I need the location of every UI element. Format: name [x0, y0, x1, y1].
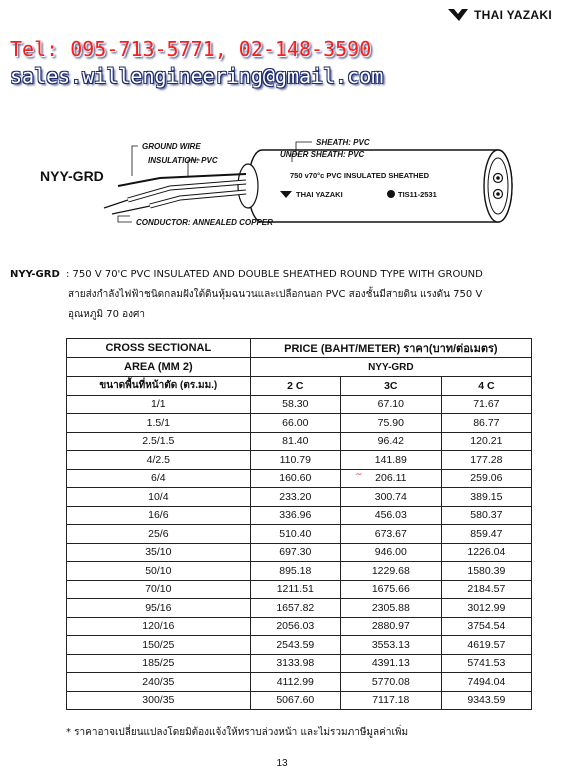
cell-price-4c: 9343.59 [441, 691, 531, 710]
cable-print-rating: 750 v70°c PVC INSULATED SHEATHED [290, 171, 430, 180]
cell-area: 4/2.5 [67, 451, 251, 470]
table-row [67, 488, 532, 507]
cell-price-3c: 206.11 [340, 469, 441, 488]
cell-price-3c: 1675.66 [340, 580, 441, 599]
cell-price-2c: 3133.98 [250, 654, 340, 673]
cell-price-3c: 96.42 [340, 432, 441, 451]
diagram-model-label: NYY-GRD [40, 168, 104, 184]
cell-price-2c: 4112.99 [250, 673, 340, 692]
label-ground-wire: GROUND WIRE [142, 142, 201, 151]
cell-price-3c: 141.89 [340, 451, 441, 470]
cell-price-3c: 75.90 [340, 414, 441, 433]
cell-price-4c: 4619.57 [441, 636, 531, 655]
cell-price-3c: 67.10 [340, 395, 441, 414]
cell-price-2c: 895.18 [250, 562, 340, 581]
cell-price-2c: 5067.60 [250, 691, 340, 710]
cell-price-4c: 3012.99 [441, 599, 531, 618]
yazaki-logo-icon [448, 8, 468, 22]
cell-price-2c: 160.60 [250, 469, 340, 488]
cell-price-4c: 5741.53 [441, 654, 531, 673]
cell-area: 16/6 [67, 506, 251, 525]
table-row [67, 654, 532, 673]
cell-price-2c: 697.30 [250, 543, 340, 562]
table-row [67, 432, 532, 451]
description-th: สายส่งกำลังไฟฟ้าชนิดกลมฝังใต้ดินหุ้มฉนวนและเปลือกนอก PVC สองชั้นมีสายดิน แรงดัน 750 V [68, 289, 483, 300]
table-row [67, 395, 532, 414]
cell-price-4c: 7494.04 [441, 673, 531, 692]
description-temperature: อุณหภูมิ 70 องศา [68, 309, 145, 320]
cell-area: 35/10 [67, 543, 251, 562]
cell-price-2c: 81.40 [250, 432, 340, 451]
cell-price-4c: 3754.54 [441, 617, 531, 636]
label-insulation: INSULATION: PVC [148, 156, 218, 165]
cell-price-4c: 71.67 [441, 395, 531, 414]
contact-phone: Tel: 095-713-5771, 02-148-3590 [10, 37, 372, 61]
cell-price-2c: 510.40 [250, 525, 340, 544]
label-conductor: CONDUCTOR: ANNEALED COPPER [136, 218, 273, 227]
cell-area: 70/10 [67, 580, 251, 599]
table-row [67, 469, 532, 488]
cell-price-2c: 233.20 [250, 488, 340, 507]
label-under-sheath: UNDER SHEATH: PVC [280, 150, 365, 159]
cell-price-4c: 177.28 [441, 451, 531, 470]
table-row [67, 673, 532, 692]
header-4c: 4 C [441, 377, 531, 396]
cell-price-3c: 7117.18 [340, 691, 441, 710]
price-table [66, 338, 532, 710]
cell-price-4c: 1226.04 [441, 543, 531, 562]
cable-diagram [0, 128, 564, 232]
label-sheath: SHEATH: PVC [316, 138, 370, 147]
cell-area: 25/6 [67, 525, 251, 544]
cable-print-standard: TIS11-2531 [398, 190, 437, 199]
cell-price-3c: 673.67 [340, 525, 441, 544]
cell-price-4c: 120.21 [441, 432, 531, 451]
cell-price-2c: 2056.03 [250, 617, 340, 636]
header-2c: 2 C [250, 377, 340, 396]
table-row [67, 599, 532, 618]
table-row [67, 691, 532, 710]
cell-area: 300/35 [67, 691, 251, 710]
price-note: * ราคาอาจเปลี่ยนแปลงโดยมิต้องแจ้งให้ทราบล่วงหน้า และไม่รวมภาษีมูลค่าเพิ่ม [66, 727, 409, 738]
cell-area: 6/4 [67, 469, 251, 488]
header-area-th: ขนาดพื้นที่หน้าตัด (ตร.มม.) [67, 377, 251, 396]
cell-price-3c: 4391.13 [340, 654, 441, 673]
cell-price-4c: 86.77 [441, 414, 531, 433]
table-row [67, 414, 532, 433]
pen-mark-icon: ~ [355, 470, 363, 480]
cell-price-2c: 110.79 [250, 451, 340, 470]
table-row [67, 617, 532, 636]
header-type: NYY-GRD [250, 358, 531, 377]
cell-price-4c: 859.47 [441, 525, 531, 544]
table-row [67, 525, 532, 544]
cell-price-2c: 336.96 [250, 506, 340, 525]
table-row [67, 543, 532, 562]
description-line-en [10, 265, 550, 285]
cell-price-4c: 580.37 [441, 506, 531, 525]
cell-price-3c: 456.03 [340, 506, 441, 525]
cell-area: 95/16 [67, 599, 251, 618]
brand-header [448, 8, 552, 22]
product-description [10, 265, 550, 325]
table-row [67, 636, 532, 655]
cell-price-4c: 1580.39 [441, 562, 531, 581]
cell-price-4c: 259.06 [441, 469, 531, 488]
cell-price-3c: 1229.68 [340, 562, 441, 581]
cell-area: 1/1 [67, 395, 251, 414]
cell-price-2c: 2543.59 [250, 636, 340, 655]
header-area-en-2: AREA (MM 2) [67, 358, 251, 377]
table-row [67, 451, 532, 470]
header-price: PRICE (BAHT/METER) ราคา(บาท/ต่อเมตร) [250, 339, 531, 358]
contact-info [10, 36, 383, 90]
description-code: NYY-GRD [10, 269, 60, 280]
cell-price-2c: 58.30 [250, 395, 340, 414]
cell-price-3c: 2305.88 [340, 599, 441, 618]
cell-area: 1.5/1 [67, 414, 251, 433]
cell-price-3c: 5770.08 [340, 673, 441, 692]
cell-area: 185/25 [67, 654, 251, 673]
table-row [67, 580, 532, 599]
cell-price-4c: 2184.57 [441, 580, 531, 599]
cell-area: 2.5/1.5 [67, 432, 251, 451]
cell-price-4c: 389.15 [441, 488, 531, 507]
cell-area: 150/25 [67, 636, 251, 655]
cable-print-brand: THAI YAZAKI [296, 190, 343, 199]
cell-area: 10/4 [67, 488, 251, 507]
table-row [67, 562, 532, 581]
cell-price-3c: 3553.13 [340, 636, 441, 655]
price-table-body [67, 395, 532, 710]
cell-area: 120/16 [67, 617, 251, 636]
contact-email: sales.willengineering@gmail.com [10, 64, 384, 88]
page-number: 13 [276, 758, 288, 769]
tis-mark-icon [387, 190, 395, 198]
table-row [67, 506, 532, 525]
description-en: : 750 V 70'C PVC INSULATED AND DOUBLE SHEATHED ROUND TYPE WITH GROUND [66, 269, 483, 280]
cell-price-3c: 2880.97 [340, 617, 441, 636]
cell-price-2c: 1657.82 [250, 599, 340, 618]
cell-price-3c: 300.74 [340, 488, 441, 507]
cell-area: 50/10 [67, 562, 251, 581]
brand-name: THAI YAZAKI [474, 8, 552, 22]
cell-area: 240/35 [67, 673, 251, 692]
cell-price-3c: 946.00 [340, 543, 441, 562]
cell-price-2c: 1211.51 [250, 580, 340, 599]
header-3c: 3C [340, 377, 441, 396]
cell-price-2c: 66.00 [250, 414, 340, 433]
header-area-en-1: CROSS SECTIONAL [67, 339, 251, 358]
